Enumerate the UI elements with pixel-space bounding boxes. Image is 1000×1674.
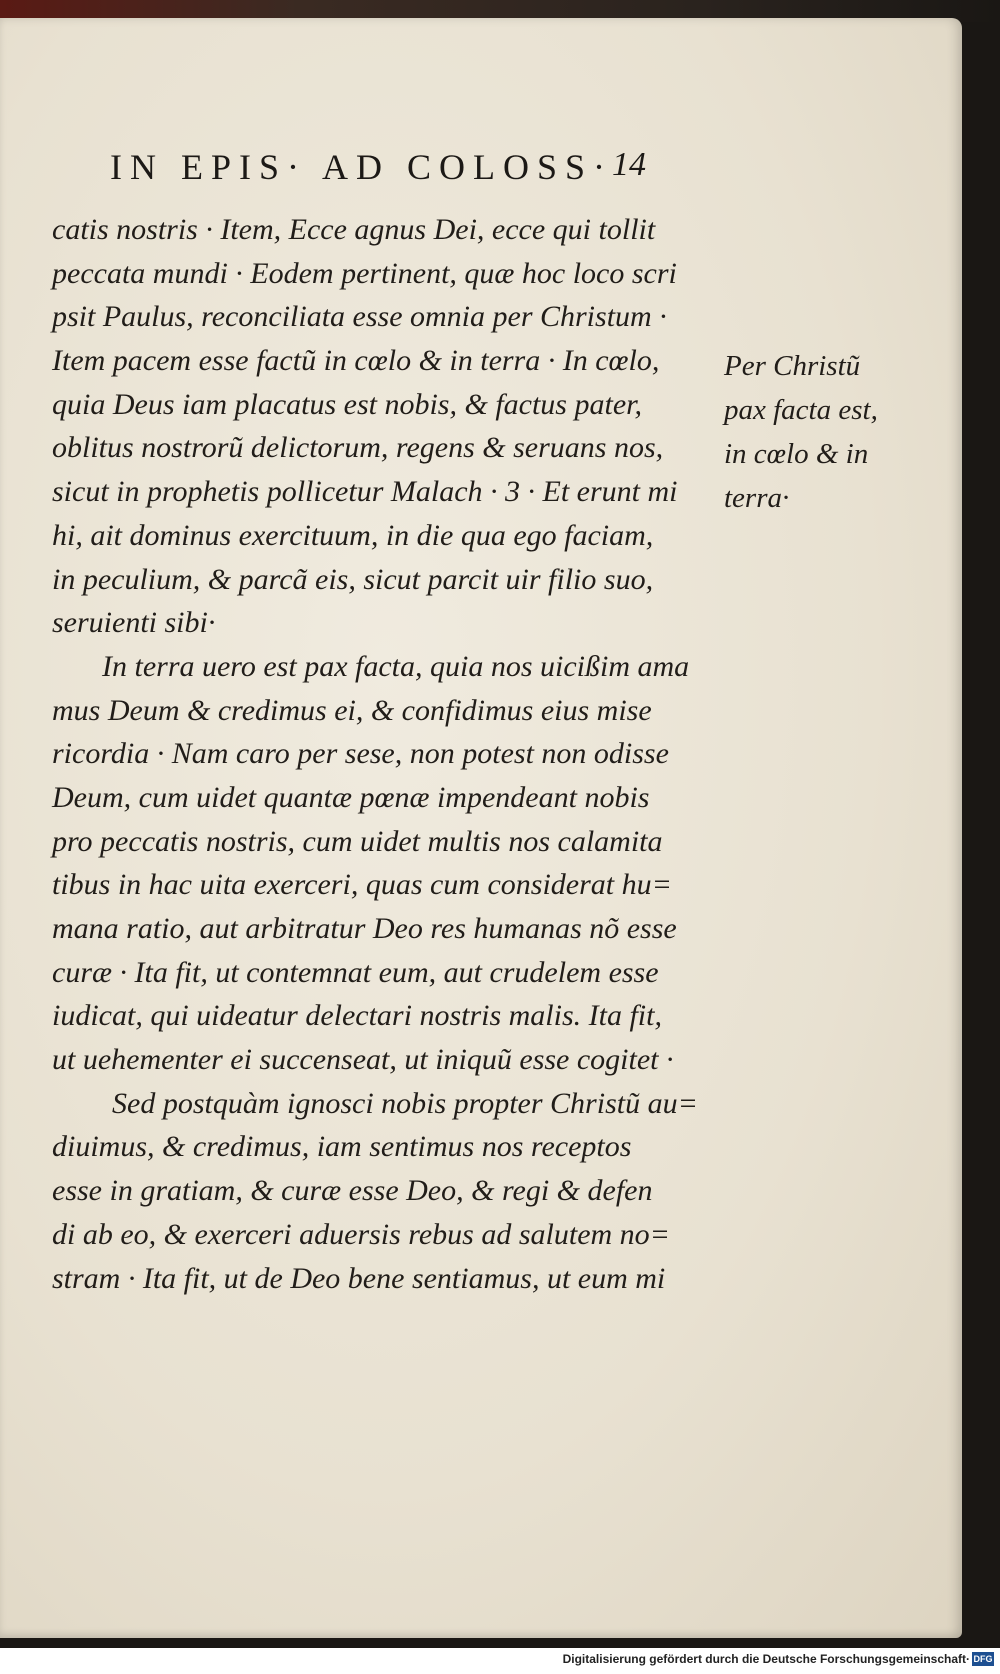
text-line: in peculium, & parcã eis, sicut parcit uir filio suo, [52, 562, 654, 596]
margin-note-line: Per Christũ [724, 350, 861, 382]
folio-number: 14 [612, 146, 646, 183]
body-text [52, 208, 732, 1300]
text-line: Sed postquàm ignosci nobis propter Christũ au= [112, 1086, 698, 1120]
margin-note [724, 344, 924, 520]
text-line: Deum, cum uidet quantæ pœnæ impendeant nobis [52, 780, 650, 814]
funding-credit: Digitalisierung gefördert durch die Deutsche Forschungsgemeinschaft· [562, 1652, 970, 1666]
running-head: IN EPIS· AD COLOSS· [110, 147, 614, 187]
margin-note-line: pax facta est, [724, 394, 878, 426]
text-line: psit Paulus, reconciliata esse omnia per Christum · [52, 300, 667, 334]
text-line: di ab eo, & exerceri aduersis rebus ad salutem no= [52, 1217, 670, 1251]
text-line: diuimus, & credimus, iam sentimus nos receptos [52, 1130, 632, 1164]
text-line: curæ · Ita fit, ut contemnat eum, aut crudelem esse [52, 955, 659, 989]
book-page [0, 18, 962, 1638]
text-line: stram · Ita fit, ut de Deo bene sentiamus, ut eum mi [52, 1261, 666, 1295]
text-line: catis nostris · Item, Ecce agnus Dei, ecce qui tollit [52, 213, 656, 246]
text-line: peccata mundi · Eodem pertinent, quæ hoc loco scri [52, 256, 677, 290]
text-line: In terra uero est pax facta, quia nos uicißim ama [102, 649, 690, 683]
text-line: tibus in hac uita exerceri, quas cum considerat hu= [52, 868, 672, 902]
text-line: ricordia · Nam caro per sese, non potest non odisse [52, 737, 669, 771]
text-line: ut uehementer ei succenseat, ut iniquũ esse cogitet · [52, 1043, 674, 1077]
text-line: seruienti sibi· [52, 606, 216, 640]
text-line: quia Deus iam placatus est nobis, & factus pater, [52, 387, 642, 421]
text-line: mus Deum & credimus ei, & confidimus eius mise [52, 693, 652, 727]
text-line: Item pacem esse factũ in cœlo & in terra · In cœlo, [52, 344, 660, 378]
footer-bar [0, 1648, 1000, 1674]
text-line: hi, ait dominus exercituum, in die qua ego faciam, [52, 518, 654, 552]
text-line: oblitus nostrorũ delictorum, regens & seruans nos, [52, 431, 664, 465]
text-line: pro peccatis nostris, cum uidet multis nos calamita [52, 824, 663, 858]
margin-note-line: terra· [724, 482, 790, 514]
margin-note-line: in cœlo & in [724, 438, 869, 470]
text-line: esse in gratiam, & curæ esse Deo, & regi & defen [52, 1174, 653, 1208]
dfg-logo-icon: DFG [973, 1654, 993, 1664]
text-line: sicut in prophetis pollicetur Malach · 3 · Et erunt mi [52, 475, 678, 509]
text-line: mana ratio, aut arbitratur Deo res humanas nõ esse [52, 912, 677, 945]
text-line: iudicat, qui uideatur delectari nostris malis. Ita fit, [52, 999, 662, 1033]
